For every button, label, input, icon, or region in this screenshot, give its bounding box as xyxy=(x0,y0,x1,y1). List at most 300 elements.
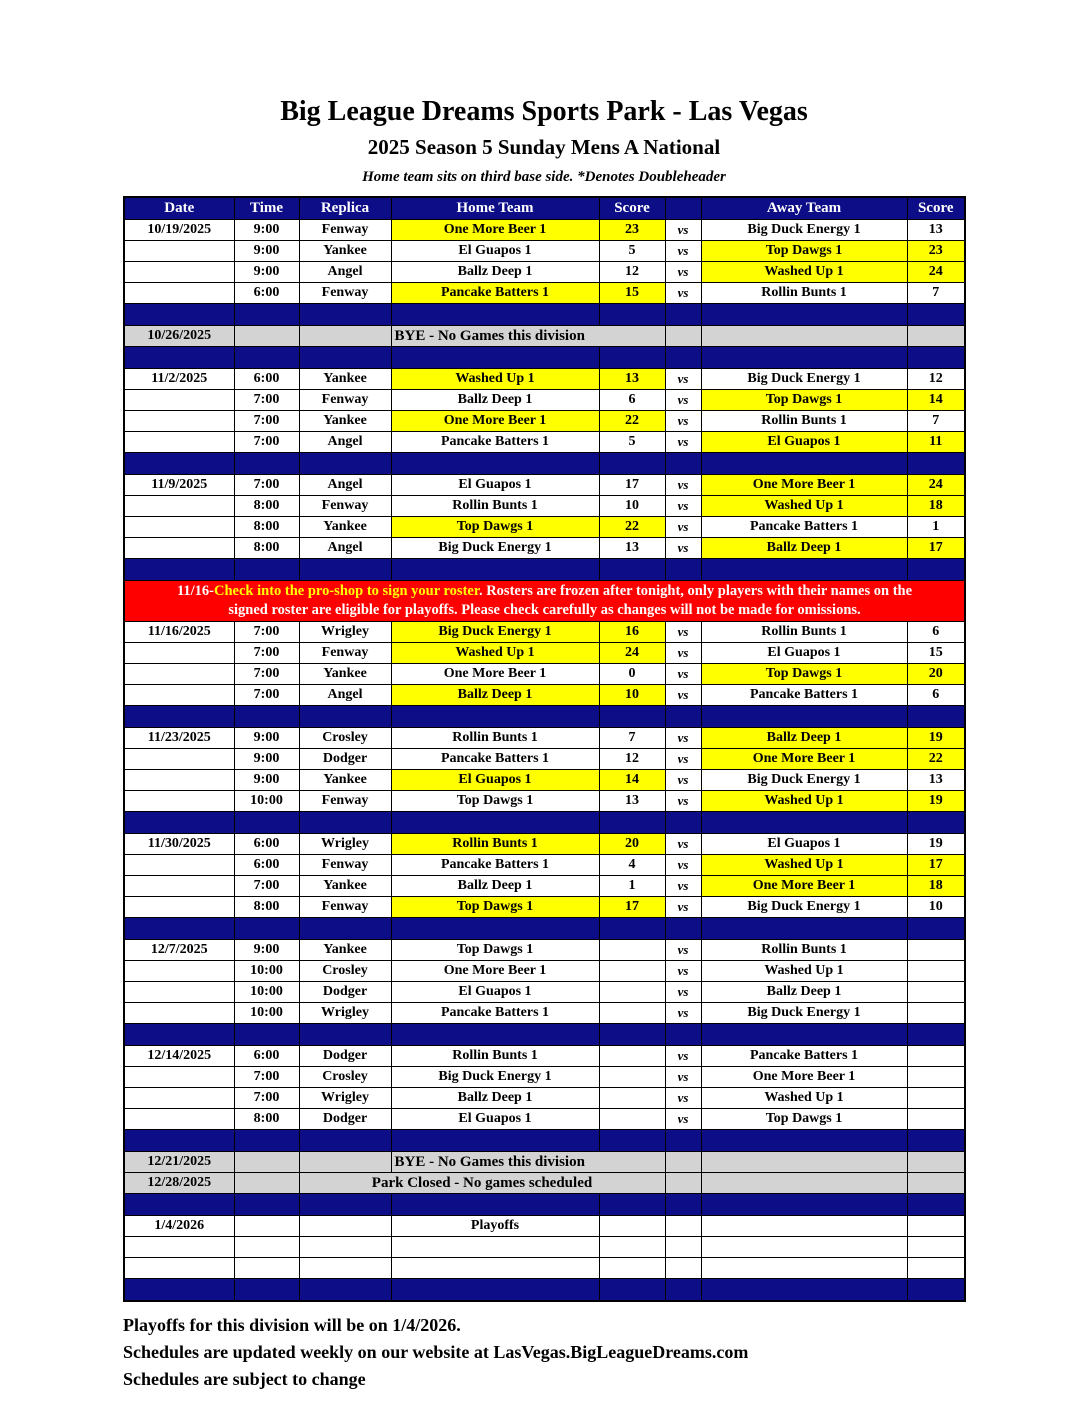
date-cell xyxy=(124,855,234,876)
time-cell: 8:00 xyxy=(234,538,299,559)
time-cell: 9:00 xyxy=(234,220,299,241)
vs-label: vs xyxy=(665,664,701,685)
separator-cell xyxy=(234,706,299,728)
vs-label: vs xyxy=(665,834,701,855)
away-score-cell: 19 xyxy=(907,791,965,812)
date-cell: 1/4/2026 xyxy=(124,1216,234,1237)
separator-cell xyxy=(234,812,299,834)
away-score-cell xyxy=(907,961,965,982)
game-row xyxy=(124,1003,965,1024)
time-cell xyxy=(234,1173,299,1194)
game-row xyxy=(124,369,965,390)
time-cell: 9:00 xyxy=(234,749,299,770)
away-score-cell: 19 xyxy=(907,728,965,749)
home-score-cell: 20 xyxy=(599,834,665,855)
date-cell xyxy=(124,685,234,706)
home-team-cell: Ballz Deep 1 xyxy=(391,1088,599,1109)
separator-cell xyxy=(234,1024,299,1046)
time-cell: 7:00 xyxy=(234,664,299,685)
away-score-cell xyxy=(907,1258,965,1279)
date-cell xyxy=(124,749,234,770)
roster-banner-row xyxy=(124,581,965,622)
home-team-cell xyxy=(391,1237,599,1258)
game-row xyxy=(124,1109,965,1130)
game-row xyxy=(124,517,965,538)
vs-label: vs xyxy=(665,728,701,749)
home-team-cell: Rollin Bunts 1 xyxy=(391,834,599,855)
away-team-cell xyxy=(701,1173,907,1194)
away-score-cell: 24 xyxy=(907,262,965,283)
date-cell xyxy=(124,496,234,517)
away-team-cell: Rollin Bunts 1 xyxy=(701,411,907,432)
replica-cell: Angel xyxy=(299,262,391,283)
separator-cell xyxy=(391,812,599,834)
home-score-cell: 13 xyxy=(599,791,665,812)
away-score-cell: 23 xyxy=(907,241,965,262)
vs-label: vs xyxy=(665,1003,701,1024)
vs-label: vs xyxy=(665,791,701,812)
separator-cell xyxy=(299,304,391,326)
home-score-cell xyxy=(599,1067,665,1088)
away-score-cell: 20 xyxy=(907,664,965,685)
date-cell xyxy=(124,1003,234,1024)
vs-label xyxy=(665,1237,701,1258)
table-header-row xyxy=(124,197,965,220)
date-cell: 10/19/2025 xyxy=(124,220,234,241)
home-team-cell: One More Beer 1 xyxy=(391,411,599,432)
home-score-cell: 16 xyxy=(599,622,665,643)
away-team-cell: Top Dawgs 1 xyxy=(701,664,907,685)
home-score-cell: 17 xyxy=(599,475,665,496)
time-cell: 7:00 xyxy=(234,1088,299,1109)
separator-cell xyxy=(701,453,907,475)
away-score-cell: 24 xyxy=(907,475,965,496)
home-score-cell: 14 xyxy=(599,770,665,791)
home-team-cell: Top Dawgs 1 xyxy=(391,897,599,918)
date-cell xyxy=(124,791,234,812)
replica-cell: Dodger xyxy=(299,1046,391,1067)
game-row xyxy=(124,538,965,559)
roster-banner-rest: . Rosters are frozen after tonight, only players with their names on the xyxy=(478,583,913,599)
empty-row xyxy=(124,1258,965,1279)
home-team-cell: One More Beer 1 xyxy=(391,961,599,982)
home-score-cell xyxy=(599,1088,665,1109)
game-row xyxy=(124,728,965,749)
date-cell xyxy=(124,1237,234,1258)
game-row xyxy=(124,496,965,517)
vs-label: vs xyxy=(665,496,701,517)
away-score-cell: 18 xyxy=(907,876,965,897)
replica-cell: Yankee xyxy=(299,369,391,390)
home-team-cell: Top Dawgs 1 xyxy=(391,791,599,812)
empty-row xyxy=(124,1237,965,1258)
separator-cell xyxy=(665,1194,701,1216)
game-row xyxy=(124,1088,965,1109)
vs-label xyxy=(665,1258,701,1279)
time-cell xyxy=(234,1152,299,1173)
separator-cell xyxy=(299,918,391,940)
time-cell: 7:00 xyxy=(234,432,299,453)
vs-label: vs xyxy=(665,262,701,283)
date-cell xyxy=(124,876,234,897)
separator-cell xyxy=(124,812,234,834)
home-score-cell xyxy=(599,940,665,961)
away-team-cell: Top Dawgs 1 xyxy=(701,241,907,262)
away-score-cell: 7 xyxy=(907,411,965,432)
game-row xyxy=(124,770,965,791)
replica-cell: Crosley xyxy=(299,728,391,749)
vs-label xyxy=(665,1152,701,1173)
home-score-cell xyxy=(599,1258,665,1279)
away-team-cell: One More Beer 1 xyxy=(701,749,907,770)
separator-cell xyxy=(124,918,234,940)
separator-row xyxy=(124,918,965,940)
time-cell: 8:00 xyxy=(234,517,299,538)
home-team-cell: Big Duck Energy 1 xyxy=(391,622,599,643)
separator-cell xyxy=(665,812,701,834)
replica-cell: Yankee xyxy=(299,241,391,262)
away-team-cell: Ballz Deep 1 xyxy=(701,538,907,559)
vs-label: vs xyxy=(665,390,701,411)
away-score-cell xyxy=(907,1109,965,1130)
game-row xyxy=(124,241,965,262)
separator-cell xyxy=(907,559,965,581)
time-cell: 10:00 xyxy=(234,1003,299,1024)
replica-cell: Angel xyxy=(299,475,391,496)
vs-label: vs xyxy=(665,961,701,982)
home-team-cell: El Guapos 1 xyxy=(391,1109,599,1130)
game-row xyxy=(124,643,965,664)
home-score-cell xyxy=(599,961,665,982)
header-home-score: Score xyxy=(599,197,665,220)
time-cell: 8:00 xyxy=(234,1109,299,1130)
separator-cell xyxy=(599,1130,665,1152)
away-score-cell xyxy=(907,1173,965,1194)
time-cell: 7:00 xyxy=(234,411,299,432)
vs-label: vs xyxy=(665,475,701,496)
date-cell xyxy=(124,1258,234,1279)
home-team-cell: Big Duck Energy 1 xyxy=(391,538,599,559)
page-subtitle: 2025 Season 5 Sunday Mens A National xyxy=(367,135,721,159)
time-cell: 6:00 xyxy=(234,834,299,855)
game-row xyxy=(124,475,965,496)
away-score-cell xyxy=(907,1152,965,1173)
replica-cell: Angel xyxy=(299,432,391,453)
separator-cell xyxy=(701,706,907,728)
time-cell xyxy=(234,1258,299,1279)
date-cell xyxy=(124,538,234,559)
separator-cell xyxy=(124,559,234,581)
separator-cell xyxy=(665,1279,701,1302)
bye-text-cell: BYE - No Games this division xyxy=(391,326,665,347)
away-team-cell: Washed Up 1 xyxy=(701,961,907,982)
replica-cell xyxy=(299,1237,391,1258)
vs-label: vs xyxy=(665,1109,701,1130)
replica-cell: Dodger xyxy=(299,1109,391,1130)
home-team-cell xyxy=(391,1258,599,1279)
home-team-cell: El Guapos 1 xyxy=(391,982,599,1003)
away-team-cell: El Guapos 1 xyxy=(701,432,907,453)
vs-label: vs xyxy=(665,876,701,897)
separator-cell xyxy=(299,347,391,369)
game-row xyxy=(124,664,965,685)
game-row xyxy=(124,390,965,411)
away-team-cell: Big Duck Energy 1 xyxy=(701,220,907,241)
away-score-cell xyxy=(907,1216,965,1237)
replica-cell: Fenway xyxy=(299,220,391,241)
replica-cell: Angel xyxy=(299,685,391,706)
separator-cell xyxy=(299,1279,391,1302)
time-cell: 7:00 xyxy=(234,1067,299,1088)
separator-cell xyxy=(124,453,234,475)
separator-cell xyxy=(599,347,665,369)
footer xyxy=(123,1312,1088,1393)
date-cell xyxy=(124,283,234,304)
separator-cell xyxy=(599,559,665,581)
away-score-cell: 18 xyxy=(907,496,965,517)
date-cell xyxy=(124,770,234,791)
away-score-cell: 12 xyxy=(907,369,965,390)
home-team-cell: Ballz Deep 1 xyxy=(391,262,599,283)
closed-text-cell: Park Closed - No games scheduled xyxy=(299,1173,665,1194)
date-cell xyxy=(124,390,234,411)
away-score-cell xyxy=(907,1067,965,1088)
separator-cell xyxy=(234,918,299,940)
header-date: Date xyxy=(124,197,234,220)
away-team-cell: Pancake Batters 1 xyxy=(701,1046,907,1067)
away-score-cell: 6 xyxy=(907,685,965,706)
separator-cell xyxy=(599,1194,665,1216)
home-score-cell: 22 xyxy=(599,411,665,432)
vs-label: vs xyxy=(665,770,701,791)
time-cell: 6:00 xyxy=(234,369,299,390)
away-team-cell: Big Duck Energy 1 xyxy=(701,369,907,390)
home-score-cell xyxy=(599,1237,665,1258)
away-team-cell: Pancake Batters 1 xyxy=(701,517,907,538)
replica-cell: Yankee xyxy=(299,664,391,685)
vs-label: vs xyxy=(665,1088,701,1109)
home-team-cell: El Guapos 1 xyxy=(391,770,599,791)
vs-label: vs xyxy=(665,1067,701,1088)
separator-cell xyxy=(234,1194,299,1216)
separator-cell xyxy=(299,559,391,581)
vs-label xyxy=(665,326,701,347)
separator-cell xyxy=(907,453,965,475)
home-team-cell: Rollin Bunts 1 xyxy=(391,1046,599,1067)
date-cell: 11/2/2025 xyxy=(124,369,234,390)
separator-cell xyxy=(907,1279,965,1302)
separator-row xyxy=(124,1279,965,1302)
playoffs-row xyxy=(124,1216,965,1237)
date-cell xyxy=(124,411,234,432)
home-team-cell: Pancake Batters 1 xyxy=(391,432,599,453)
separator-cell xyxy=(124,1024,234,1046)
away-score-cell: 13 xyxy=(907,220,965,241)
date-cell xyxy=(124,961,234,982)
home-score-cell: 13 xyxy=(599,369,665,390)
separator-cell xyxy=(391,706,599,728)
home-team-cell: Top Dawgs 1 xyxy=(391,517,599,538)
time-cell: 6:00 xyxy=(234,283,299,304)
vs-label: vs xyxy=(665,220,701,241)
time-cell: 8:00 xyxy=(234,496,299,517)
vs-label: vs xyxy=(665,897,701,918)
away-score-cell xyxy=(907,982,965,1003)
separator-cell xyxy=(701,1279,907,1302)
date-cell xyxy=(124,432,234,453)
game-row xyxy=(124,1067,965,1088)
date-cell xyxy=(124,1067,234,1088)
away-team-cell xyxy=(701,1216,907,1237)
separator-cell xyxy=(907,918,965,940)
home-team-cell: Ballz Deep 1 xyxy=(391,685,599,706)
away-score-cell xyxy=(907,1088,965,1109)
footer-line-subject-to-change: Schedules are subject to change xyxy=(123,1369,366,1389)
home-team-cell: Big Duck Energy 1 xyxy=(391,1067,599,1088)
time-cell: 9:00 xyxy=(234,241,299,262)
home-team-cell: Ballz Deep 1 xyxy=(391,390,599,411)
separator-cell xyxy=(665,1024,701,1046)
replica-cell: Fenway xyxy=(299,496,391,517)
vs-label: vs xyxy=(665,432,701,453)
away-score-cell: 1 xyxy=(907,517,965,538)
separator-cell xyxy=(701,304,907,326)
away-team-cell xyxy=(701,326,907,347)
separator-cell xyxy=(665,559,701,581)
home-team-cell: Washed Up 1 xyxy=(391,369,599,390)
date-cell xyxy=(124,643,234,664)
away-score-cell: 14 xyxy=(907,390,965,411)
separator-cell xyxy=(701,1130,907,1152)
home-score-cell: 1 xyxy=(599,876,665,897)
game-row xyxy=(124,411,965,432)
time-cell: 7:00 xyxy=(234,685,299,706)
home-team-cell: Pancake Batters 1 xyxy=(391,1003,599,1024)
header-away-score: Score xyxy=(907,197,965,220)
away-team-cell: Washed Up 1 xyxy=(701,791,907,812)
home-team-cell: Top Dawgs 1 xyxy=(391,940,599,961)
game-row xyxy=(124,982,965,1003)
bye-text-cell: BYE - No Games this division xyxy=(391,1152,665,1173)
date-cell: 11/23/2025 xyxy=(124,728,234,749)
replica-cell xyxy=(299,1152,391,1173)
home-score-cell: 6 xyxy=(599,390,665,411)
separator-cell xyxy=(391,1279,599,1302)
home-score-cell xyxy=(599,1216,665,1237)
replica-cell: Crosley xyxy=(299,1067,391,1088)
separator-cell xyxy=(907,304,965,326)
home-score-cell xyxy=(599,982,665,1003)
away-score-cell xyxy=(907,1237,965,1258)
separator-row xyxy=(124,559,965,581)
separator-cell xyxy=(391,1024,599,1046)
separator-cell xyxy=(391,453,599,475)
vs-label: vs xyxy=(665,283,701,304)
replica-cell xyxy=(299,326,391,347)
separator-cell xyxy=(599,453,665,475)
away-score-cell: 11 xyxy=(907,432,965,453)
header-away-team: Away Team xyxy=(701,197,907,220)
separator-cell xyxy=(907,812,965,834)
home-score-cell: 12 xyxy=(599,749,665,770)
separator-cell xyxy=(391,304,599,326)
replica-cell: Wrigley xyxy=(299,1088,391,1109)
separator-cell xyxy=(665,304,701,326)
home-score-cell: 5 xyxy=(599,241,665,262)
separator-cell xyxy=(234,1130,299,1152)
replica-cell: Dodger xyxy=(299,749,391,770)
game-row xyxy=(124,876,965,897)
replica-cell: Wrigley xyxy=(299,834,391,855)
park-closed-row xyxy=(124,1173,965,1194)
away-score-cell: 17 xyxy=(907,538,965,559)
time-cell: 9:00 xyxy=(234,728,299,749)
separator-cell xyxy=(391,559,599,581)
away-team-cell: Big Duck Energy 1 xyxy=(701,1003,907,1024)
home-score-cell xyxy=(599,1003,665,1024)
away-score-cell: 6 xyxy=(907,622,965,643)
date-cell: 11/9/2025 xyxy=(124,475,234,496)
date-cell xyxy=(124,1088,234,1109)
replica-cell: Yankee xyxy=(299,770,391,791)
date-cell: 12/14/2025 xyxy=(124,1046,234,1067)
home-score-cell: 15 xyxy=(599,283,665,304)
separator-cell xyxy=(907,347,965,369)
replica-cell: Fenway xyxy=(299,390,391,411)
header-time: Time xyxy=(234,197,299,220)
date-cell xyxy=(124,982,234,1003)
home-team-cell: Rollin Bunts 1 xyxy=(391,728,599,749)
vs-label: vs xyxy=(665,940,701,961)
game-row xyxy=(124,262,965,283)
vs-label: vs xyxy=(665,855,701,876)
roster-banner-line1 xyxy=(125,582,964,601)
separator-cell xyxy=(599,304,665,326)
home-team-cell: Washed Up 1 xyxy=(391,643,599,664)
away-team-cell: Rollin Bunts 1 xyxy=(701,283,907,304)
separator-cell xyxy=(124,1194,234,1216)
game-row xyxy=(124,1046,965,1067)
home-team-cell: Pancake Batters 1 xyxy=(391,283,599,304)
separator-row xyxy=(124,1024,965,1046)
date-cell xyxy=(124,262,234,283)
home-team-cell: One More Beer 1 xyxy=(391,220,599,241)
vs-label: vs xyxy=(665,517,701,538)
separator-row xyxy=(124,812,965,834)
time-cell: 9:00 xyxy=(234,770,299,791)
time-cell xyxy=(234,1216,299,1237)
away-score-cell: 7 xyxy=(907,283,965,304)
game-row xyxy=(124,622,965,643)
date-cell: 12/28/2025 xyxy=(124,1173,234,1194)
date-cell: 11/30/2025 xyxy=(124,834,234,855)
separator-cell xyxy=(391,1130,599,1152)
replica-cell: Yankee xyxy=(299,411,391,432)
away-score-cell: 10 xyxy=(907,897,965,918)
game-row xyxy=(124,940,965,961)
date-cell: 10/26/2025 xyxy=(124,326,234,347)
date-cell xyxy=(124,241,234,262)
away-team-cell: Rollin Bunts 1 xyxy=(701,622,907,643)
home-score-cell xyxy=(599,1046,665,1067)
separator-cell xyxy=(599,918,665,940)
separator-cell xyxy=(234,453,299,475)
separator-cell xyxy=(599,1279,665,1302)
home-score-cell: 7 xyxy=(599,728,665,749)
game-row xyxy=(124,961,965,982)
roster-banner-highlight: Check into the pro-shop to sign your roster xyxy=(214,583,479,599)
separator-cell xyxy=(665,453,701,475)
